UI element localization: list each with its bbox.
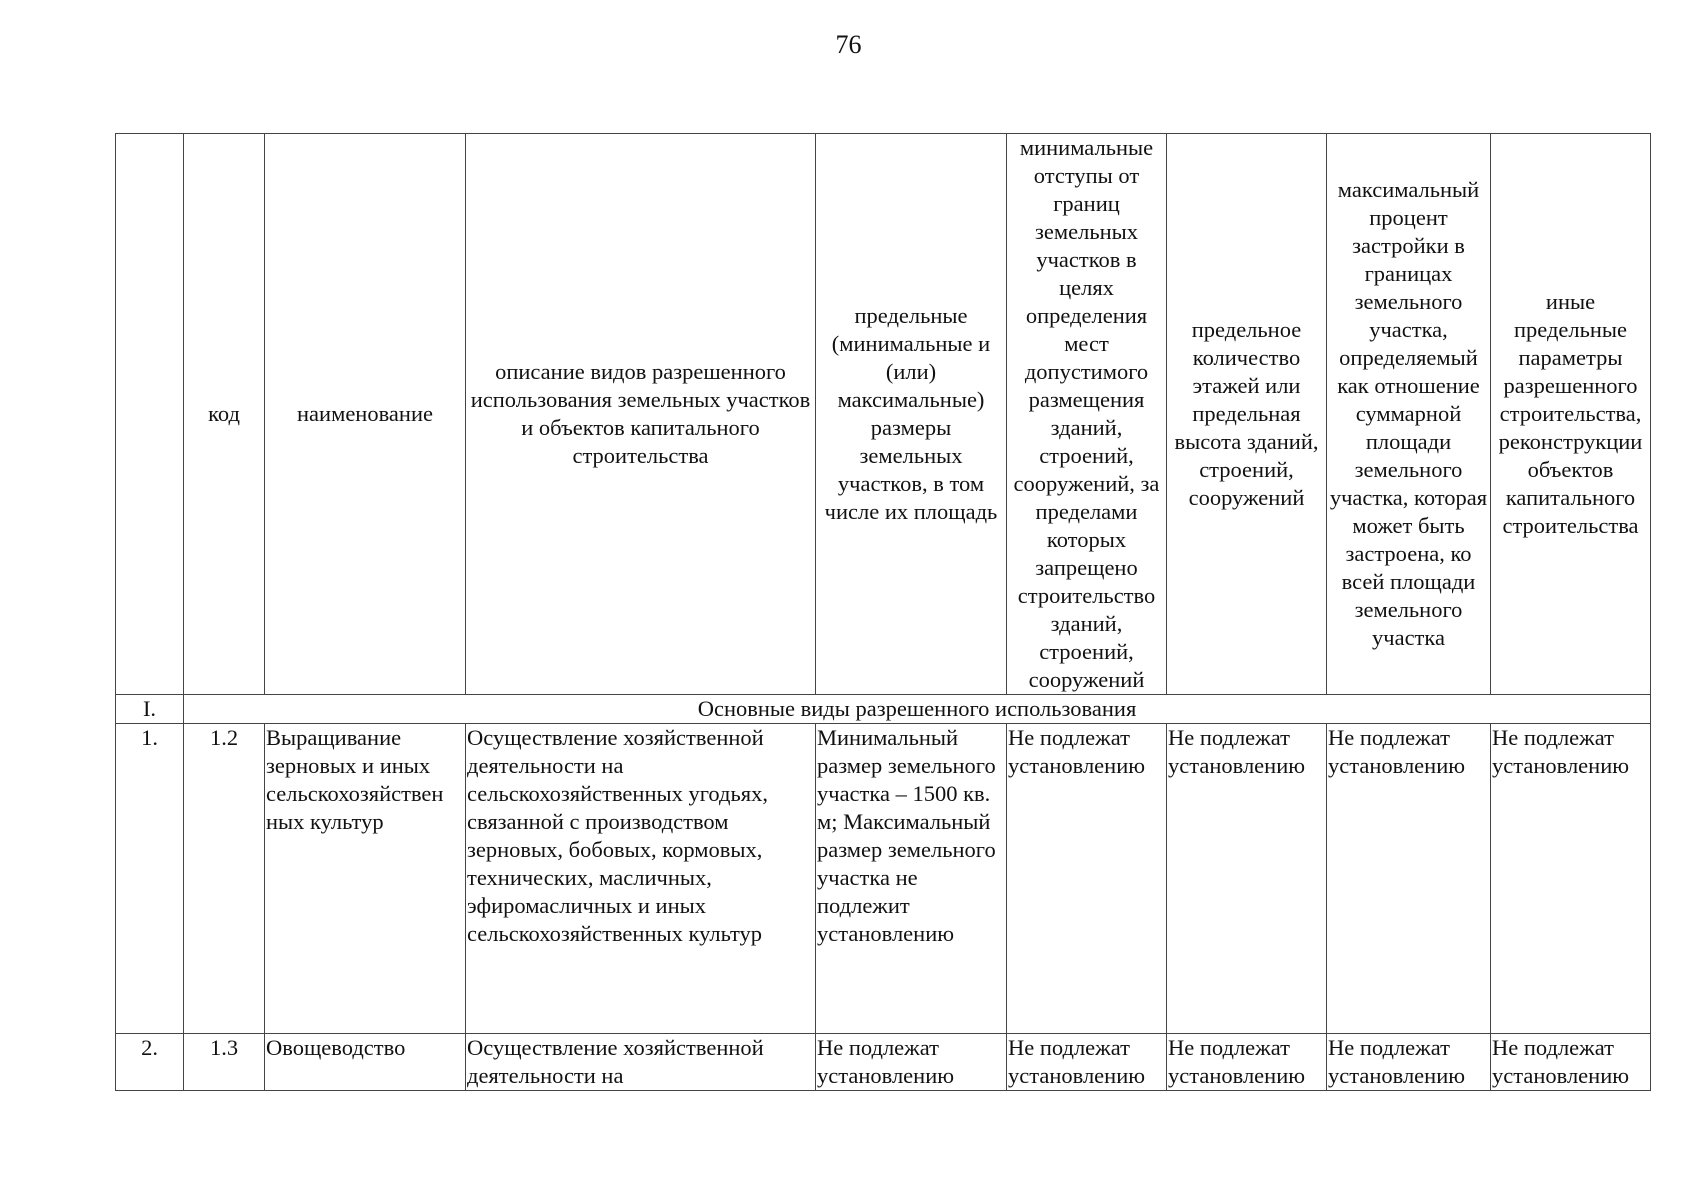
row-name: Выращивание зерновых и иных сельскохозяйствен ных культур	[265, 724, 466, 1034]
section-row	[116, 695, 1651, 724]
row-plot-size: Не подлежат установлению	[816, 1034, 1007, 1091]
land-use-regulations-table	[115, 133, 1651, 1091]
row-name: Овощеводство	[265, 1034, 466, 1091]
header-plot-size: предельные (минимальные и (или) максимальные) размеры земельных участков, в том числе их площадь	[816, 134, 1007, 695]
row-coverage: Не подлежат установлению	[1327, 724, 1491, 1034]
row-floors: Не подлежат установлению	[1167, 1034, 1327, 1091]
row-number: 2.	[116, 1034, 184, 1091]
header-code: код	[184, 134, 265, 695]
header-coverage: максимальный процент застройки в границах земельного участка, определяемый как отношение суммарной площади земельного участка, которая может быть застроена, ко всей площади земельного участка	[1327, 134, 1491, 695]
row-other: Не подлежат установлению	[1491, 1034, 1651, 1091]
row-description: Осуществление хозяйственной деятельности на	[466, 1034, 816, 1091]
section-title: Основные виды разрешенного использования	[184, 695, 1651, 724]
header-description: описание видов разрешенного использования земельных участков и объектов капитального строительства	[466, 134, 816, 695]
row-description: Осуществление хозяйственной деятельности на сельскохозяйственных угодьях, связанной с производством зерновых, бобовых, кормовых, технических, масличных, эфиромасличных и иных сельскохозяйственных культур	[466, 724, 816, 1034]
row-setbacks: Не подлежат установлению	[1007, 1034, 1167, 1091]
row-coverage: Не подлежат установлению	[1327, 1034, 1491, 1091]
table-row	[116, 724, 1651, 1034]
row-code: 1.2	[184, 724, 265, 1034]
row-number: 1.	[116, 724, 184, 1034]
header-num	[116, 134, 184, 695]
row-plot-size: Минимальный размер земельного участка – 1500 кв. м; Максимальный размер земельного участка не подлежит установлению	[816, 724, 1007, 1034]
header-floors: предельное количество этажей или предельная высота зданий, строений, сооружений	[1167, 134, 1327, 695]
row-setbacks: Не подлежат установлению	[1007, 724, 1167, 1034]
table-header-row	[116, 134, 1651, 695]
header-setbacks: минимальные отступы от границ земельных участков в целях определения мест допустимого размещения зданий, строений, сооружений, за пределами которых запрещено строительство зданий, строений, сооружений	[1007, 134, 1167, 695]
row-other: Не подлежат установлению	[1491, 724, 1651, 1034]
row-floors: Не подлежат установлению	[1167, 724, 1327, 1034]
header-other: иные предельные параметры разрешенного строительства, реконструкции объектов капитального строительства	[1491, 134, 1651, 695]
table-row	[116, 1034, 1651, 1091]
page-number: 76	[835, 30, 862, 59]
header-name: наименование	[265, 134, 466, 695]
section-number: I.	[116, 695, 184, 724]
row-code: 1.3	[184, 1034, 265, 1091]
